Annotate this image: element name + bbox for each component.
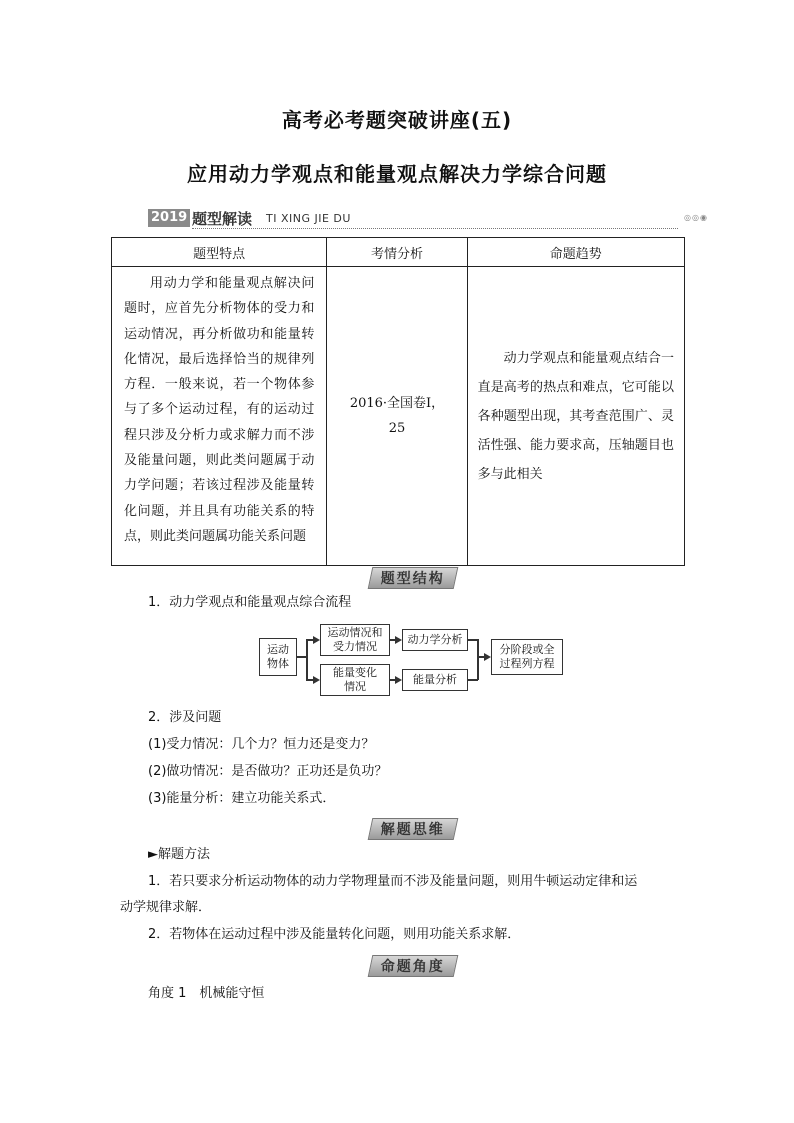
method-1-line-2: 动学规律求解． xyxy=(120,900,212,915)
banner-pinyin: TI XING JIE DU xyxy=(266,212,351,225)
lecture-title: 高考必考题突破讲座(五) xyxy=(281,108,513,132)
flow-connector xyxy=(306,639,308,680)
arrow-right-icon xyxy=(313,676,320,684)
flow-box-moving-object: 运动 物体 xyxy=(259,638,297,676)
trend-cell: 动力学观点和能量观点结合一直是高考的热点和难点，它可能以各种题型出现，其考查范围广、灵活性强、能力要求高，压轴题目也多与此相关 xyxy=(467,267,684,566)
method-heading: ►解题方法 xyxy=(148,847,210,862)
arrow-right-icon xyxy=(313,636,320,644)
exam-source: 2016·全国卷Ⅰ， xyxy=(349,396,445,411)
section-banner xyxy=(148,208,708,228)
features-cell: 用动力学和能量观点解决问题时，应首先分析物体的受力和运动情况，再分析做功和能量转化情况，最后选择恰当的规律列方程．一般来说，若一个物体参与了多个运动过程，有的运动过程只涉及分析力或求解力而不涉及能量问题，则此类问题属于动力学问题；若该过程涉及能量转化问题，并且具有功能关系的特点，则此类问题属功能关系问题 xyxy=(112,267,327,566)
section-tab-label: 题型结构 xyxy=(380,571,445,587)
flow-box-dynamics-analysis: 动力学分析 xyxy=(402,629,468,651)
question-energy: (3)能量分析：建立功能关系式． xyxy=(148,791,336,806)
section-tab-structure xyxy=(368,567,459,589)
exam-question-number: 25 xyxy=(388,421,406,436)
banner-divider xyxy=(192,228,678,229)
arrow-right-icon xyxy=(484,653,491,661)
banner-title: 题型解读 xyxy=(192,210,253,228)
structure-item-2: 2．涉及问题 xyxy=(148,710,222,725)
arrow-right-icon xyxy=(395,636,402,644)
section-tab-label: 解题思维 xyxy=(380,822,445,838)
section-tab-angle xyxy=(368,955,459,977)
angle-1-heading: 角度 1 机械能守恒 xyxy=(148,986,265,1001)
table-row xyxy=(112,267,685,566)
question-work: (2)做功情况：是否做功？正功还是负功？ xyxy=(148,764,388,779)
table-header: 考情分析 xyxy=(327,238,467,267)
method-2: 2．若物体在运动过程中涉及能量转化问题，则用功能关系求解． xyxy=(148,927,521,942)
section-tab-thinking xyxy=(368,818,459,840)
lecture-subtitle: 应用动力学观点和能量观点解决力学综合问题 xyxy=(187,162,607,186)
banner-dots-icon: ◎◎◉ xyxy=(684,213,708,222)
table-header-row xyxy=(112,238,685,267)
flow-connector xyxy=(477,639,479,680)
table-header: 题型特点 xyxy=(112,238,327,267)
structure-item-1: 1．动力学观点和能量观点综合流程 xyxy=(148,595,352,610)
flowchart xyxy=(0,620,794,700)
section-tab-label: 命题角度 xyxy=(380,959,445,975)
arrow-right-icon xyxy=(395,676,402,684)
flow-box-energy-analysis: 能量分析 xyxy=(402,669,468,691)
exam-analysis-cell xyxy=(327,267,467,566)
flow-box-energy-change: 能量变化 情况 xyxy=(320,664,390,696)
method-1-line-1: 1．若只要求分析运动物体的动力学物理量而不涉及能量问题，则用牛顿运动定律和运 xyxy=(148,874,638,889)
flow-box-motion-force: 运动情况和 受力情况 xyxy=(320,624,390,656)
question-force: (1)受力情况：几个力？恒力还是变力？ xyxy=(148,737,375,752)
banner-year: 2019 xyxy=(148,209,190,227)
flow-box-equations: 分阶段或全 过程列方程 xyxy=(491,639,563,675)
analysis-table xyxy=(111,237,685,566)
table-header: 命题趋势 xyxy=(467,238,684,267)
